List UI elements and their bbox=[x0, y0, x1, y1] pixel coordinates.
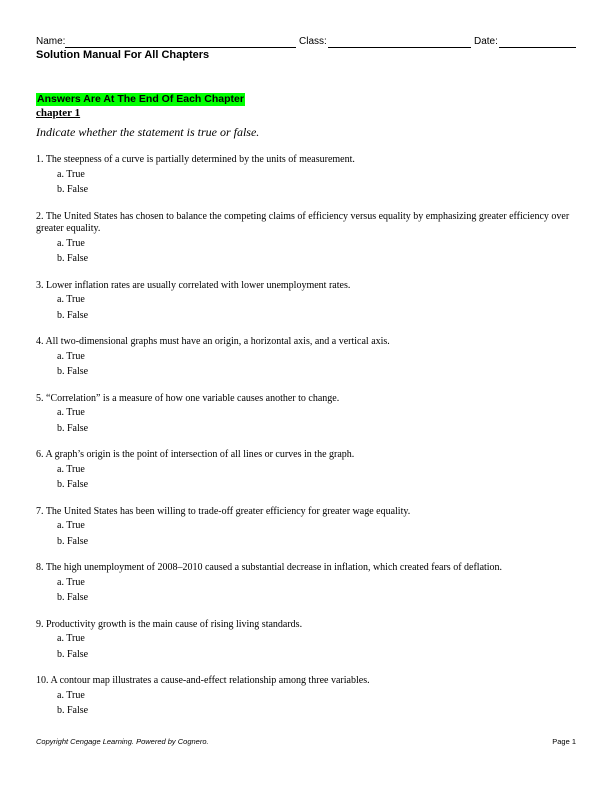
option-false: b. False bbox=[57, 184, 89, 195]
option-true: a. True bbox=[57, 633, 85, 644]
question-item bbox=[36, 393, 576, 437]
question-item bbox=[36, 449, 576, 493]
question-stem: 8. The high unemployment of 2008–2010 caused a substantial decrease in inflation, which created fears of deflation. bbox=[36, 562, 503, 573]
option-false: b. False bbox=[57, 705, 89, 716]
question-stem: 6. A graph’s origin is the point of intersection of all lines or curves in the graph. bbox=[36, 449, 355, 460]
option-false: b. False bbox=[57, 309, 89, 321]
class-blank-line bbox=[328, 47, 471, 48]
option-false: b. False bbox=[57, 253, 89, 264]
header-fields bbox=[36, 36, 576, 50]
question-stem: 1. The steepness of a curve is partially determined by the units of measurement. bbox=[36, 154, 355, 165]
class-label: Class: bbox=[299, 36, 327, 47]
question-stem: 7. The United States has been willing to trade-off greater efficiency for greater wage equality. bbox=[36, 505, 411, 517]
answers-banner: Answers Are At The End Of Each Chapter bbox=[37, 93, 244, 105]
question-stem: 2. The United States has chosen to balance the competing claims of efficiency versus equality by emphasizing greater efficiency over greater equality. bbox=[36, 210, 570, 234]
option-false: b. False bbox=[57, 479, 89, 490]
option-true: a. True bbox=[57, 168, 85, 180]
option-true: a. True bbox=[57, 576, 85, 588]
option-true: a. True bbox=[57, 689, 85, 701]
option-false: b. False bbox=[57, 648, 89, 660]
instruction-text: Indicate whether the statement is true or false. bbox=[36, 125, 260, 139]
date-label: Date: bbox=[474, 36, 498, 47]
question-item bbox=[36, 336, 576, 380]
chapter-label: chapter 1 bbox=[36, 107, 81, 119]
question-item bbox=[36, 280, 576, 324]
option-true: a. True bbox=[57, 463, 85, 475]
option-false: b. False bbox=[57, 366, 89, 377]
question-list bbox=[36, 154, 576, 719]
question-stem: 9. Productivity growth is the main cause of rising living standards. bbox=[36, 618, 303, 630]
option-false: b. False bbox=[57, 592, 89, 603]
date-blank-line bbox=[499, 47, 576, 48]
question-item bbox=[36, 562, 576, 606]
question-item bbox=[36, 211, 576, 267]
option-false: b. False bbox=[57, 422, 89, 434]
question-item bbox=[36, 675, 576, 719]
option-true: a. True bbox=[57, 294, 85, 305]
question-item bbox=[36, 154, 576, 198]
question-item bbox=[36, 619, 576, 663]
manual-title: Solution Manual For All Chapters bbox=[36, 49, 210, 61]
option-true: a. True bbox=[57, 520, 85, 531]
page-number: Page 1 bbox=[552, 737, 576, 746]
name-label: Name: bbox=[36, 36, 66, 47]
question-item bbox=[36, 506, 576, 550]
question-stem: 5. “Correlation” is a measure of how one variable causes another to change. bbox=[36, 392, 340, 404]
question-stem: 10. A contour map illustrates a cause-and-effect relationship among three variables. bbox=[36, 675, 370, 686]
option-false: b. False bbox=[57, 535, 89, 547]
option-true: a. True bbox=[57, 407, 85, 418]
question-stem: 3. Lower inflation rates are usually correlated with lower unemployment rates. bbox=[36, 279, 351, 291]
name-blank-line bbox=[65, 47, 296, 48]
copyright-footer: Copyright Cengage Learning. Powered by Cognero. bbox=[36, 737, 209, 746]
option-true: a. True bbox=[57, 237, 85, 249]
option-true: a. True bbox=[57, 350, 85, 362]
question-stem: 4. All two-dimensional graphs must have an origin, a horizontal axis, and a vertical axis. bbox=[36, 336, 390, 347]
